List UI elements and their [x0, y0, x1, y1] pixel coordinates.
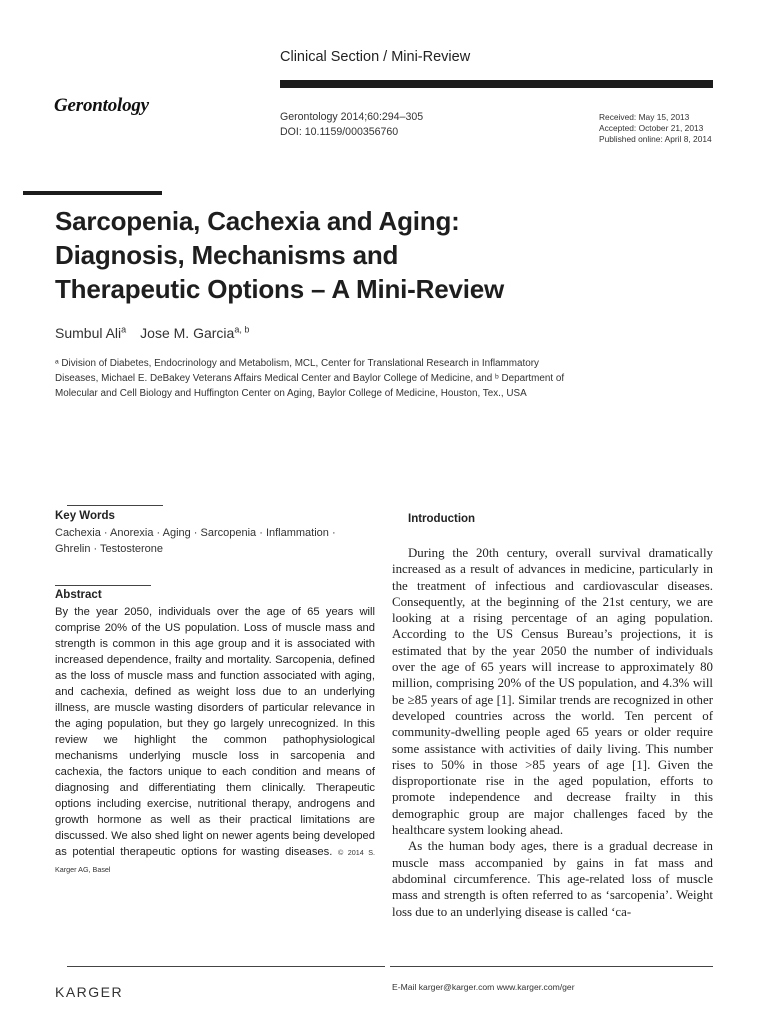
affiliations: [55, 356, 615, 401]
keywords-heading: Key Words: [55, 510, 115, 522]
published-date: Published online: April 8, 2014: [599, 133, 712, 144]
contact-info[interactable]: E-Mail karger@karger.com www.karger.com/ger: [392, 982, 575, 992]
keywords-rule: [67, 505, 163, 506]
article-title: [55, 204, 705, 306]
title-line: Sarcopenia, Cachexia and Aging:: [55, 206, 460, 236]
affiliation-line: Molecular and Cell Biology and Huffington Center on Aging, Baylor College of Medicine, Houston, Tex., USA: [55, 388, 527, 399]
author-affiliation-sup: a, b: [234, 324, 250, 335]
abstract-heading: Abstract: [55, 589, 102, 601]
citation: Gerontology 2014;60:294–305: [280, 111, 424, 123]
keywords-line: Ghrelin · Testosterone: [55, 542, 164, 555]
title-line: Diagnosis, Mechanisms and: [55, 240, 399, 270]
doi-link[interactable]: DOI: 10.1159/000356760: [280, 125, 399, 138]
introduction-paragraph: As the human body ages, there is a gradual decrease in muscle mass accompanied by gains in fat mass and abdominal circumference. This age-related loss of muscle mass and strength is often referred to as ‘sarcopenia’. Weight loss due to an underlying disease is called ‘ca-: [392, 839, 713, 919]
copyright-notice: © 2014 S. Karger AG, Basel: [55, 848, 375, 874]
keywords-list: [55, 526, 375, 557]
affiliation-line: Diseases, Michael E. DeBakey Veterans Affairs Medical Center and Baylor College of Medicine, and ᵇ Department of: [55, 373, 565, 384]
footer-rule: [67, 966, 385, 967]
affiliation-line: ᵃ Division of Diabetes, Endocrinology and Metabolism, MCL, Center for Translational Research in Inflammatory: [55, 358, 539, 369]
footer-rule: [390, 966, 713, 967]
introduction-heading: Introduction: [408, 513, 476, 525]
introduction-body: [392, 545, 713, 920]
author-name[interactable]: Sumbul Ali: [55, 325, 122, 341]
author-affiliation-sup: a: [121, 324, 127, 335]
author-list: [55, 325, 249, 341]
publication-dates: [599, 112, 712, 144]
abstract-body: [55, 604, 375, 878]
header-rule: [280, 80, 713, 88]
introduction-paragraph: During the 20th century, overall survival dramatically increased as a result of advances in medicine, particularly in the treatment of infectious and cardiovascular diseases. Consequently, at the beginning of the 21st century, we are looking at a rising percentage of an aging population. According to the US Census Bureau’s projections, it is estimated that by the year 2050 the number of individuals over the age of 65 years will increase to approximately 80 million, comprising 20% of the US population, and 4.3% will be ≥85 years of age [1]. Similar trends are recognized in other developed countries across the world. Ten percent of community-dwelling people aged 65 years or older require some assistance with activities of daily living. This number rises to 50% in those >85 years of age [1]. Given the disproportionate rise in the aged population, efforts to promote independence and decrease frailty in this demographic group are major challenges faced by the healthcare system looking ahead.: [392, 546, 713, 838]
section-label: Clinical Section / Mini-Review: [280, 49, 471, 65]
title-rule: [23, 191, 162, 195]
keywords-line: Cachexia · Anorexia · Aging · Sarcopenia · Inflammation ·: [55, 527, 336, 539]
citation-block: [280, 110, 423, 139]
journal-logo: Gerontology: [54, 95, 149, 116]
author-name[interactable]: Jose M. Garcia: [140, 325, 235, 341]
abstract-rule: [55, 585, 151, 586]
abstract-text: By the year 2050, individuals over the age of 65 years will comprise 20% of the US population. Loss of muscle mass and strength is common in this age group and it is associated with increased dependence, frailty and mortality. Sarcopenia, defined as the loss of muscle mass and function associated with aging, and cachexia, defined as weight loss due to an underlying illness, are muscle wasting disorders of particular relevance in the aging population, but they go largely unrecognized. In this review we highlight the common pathophysiological mechanisms underlying muscle loss in sarcopenia and cachexia, the factors unique to each condition and means of diagnosing and differentiating them clinically. Therapeutic options including exercise, nutritional therapy, androgens and growth hormone as well as their practical limitations are discussed. We also shed light on newer agents being developed as potential therapeutic options for wasting diseases.: [55, 606, 375, 858]
accepted-date: Accepted: October 21, 2013: [599, 122, 704, 133]
title-line: Therapeutic Options – A Mini-Review: [55, 274, 505, 304]
received-date: Received: May 15, 2013: [599, 112, 690, 122]
publisher-logo: KARGER: [55, 984, 124, 1000]
